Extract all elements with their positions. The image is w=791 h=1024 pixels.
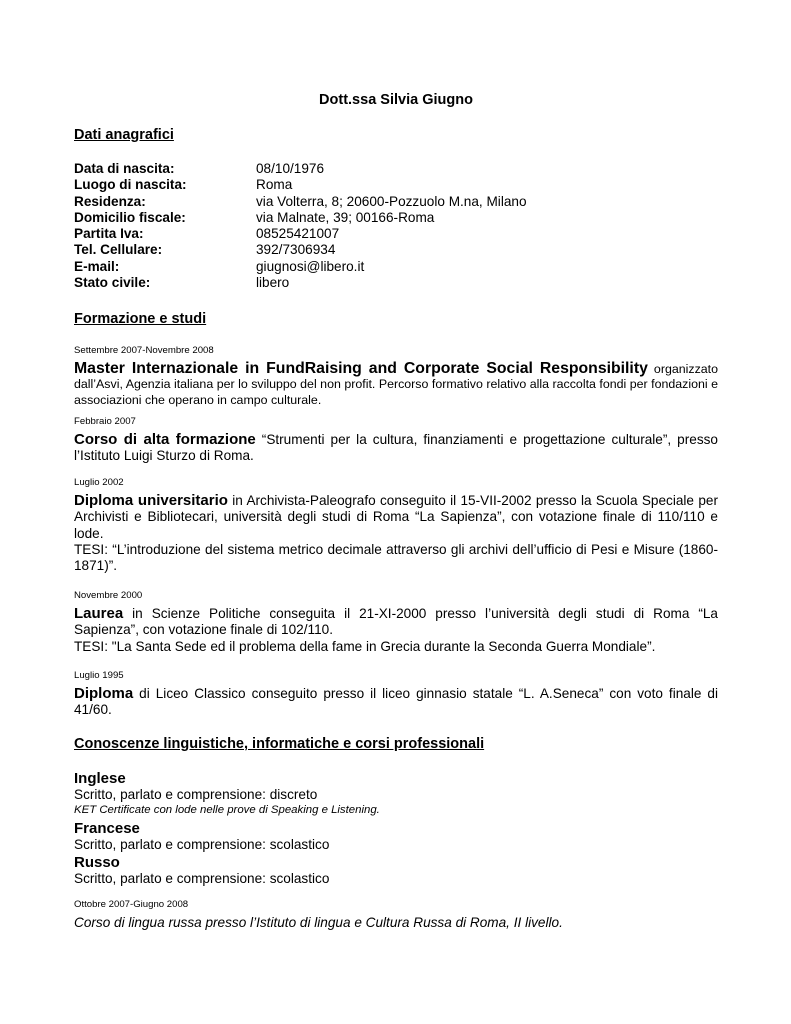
language-name: Russo — [74, 854, 120, 871]
info-value: via Malnate, 39; 00166-Roma — [256, 209, 435, 225]
course-entry-russo — [74, 899, 718, 931]
personal-info-table — [74, 161, 527, 291]
info-row-email — [74, 259, 527, 275]
education-entry-diploma-universitario — [74, 477, 718, 574]
language-level: Scritto, parlato e comprensione: discreto — [74, 787, 318, 802]
section-heading-anagrafici: Dati anagrafici — [74, 127, 174, 143]
entry-text: in Scienze Politiche conseguita il 21-XI-2000 presso l’università degli studi di Roma “La Sapienza”, con votazione finale di 102/110. — [74, 606, 718, 638]
page-title: Dott.ssa Silvia Giugno — [319, 92, 473, 108]
info-value: libero — [256, 275, 290, 291]
entry-date: Luglio 1995 — [74, 670, 124, 681]
info-value: giugnosi@libero.it — [256, 258, 365, 274]
info-row-residence — [74, 194, 527, 210]
info-label: Domicilio fiscale: — [74, 209, 186, 225]
course-text: Corso di lingua russa presso l’Istituto di lingua e Cultura Russa di Roma, II livello. — [74, 915, 563, 930]
info-label: Luogo di nascita: — [74, 177, 187, 193]
entry-text: organizzato — [647, 362, 718, 376]
info-label: Data di nascita: — [74, 161, 175, 176]
info-row-fiscal-domicile — [74, 210, 527, 226]
education-entry-diploma — [74, 670, 718, 719]
info-label: Stato civile: — [74, 275, 151, 291]
info-label: Residenza: — [74, 193, 146, 209]
entry-text: “Strumenti per la cultura, finanziamenti e progettazione culturale”, presso l’Istituto Luigi Sturzo di Roma. — [74, 432, 718, 464]
info-label: Tel. Cellulare: — [74, 242, 163, 258]
entry-date: Ottobre 2007-Giugno 2008 — [74, 899, 189, 910]
entry-date: Novembre 2000 — [74, 590, 143, 601]
entry-title: Corso di alta formazione — [74, 431, 256, 448]
education-entry-master — [74, 345, 718, 408]
language-russo — [74, 854, 718, 887]
entry-text: di Liceo Classico conseguito presso il liceo ginnasio statale “L. A.Seneca” con voto finale di 41/60. — [74, 686, 718, 718]
entry-title: Master Internazionale in FundRaising and Corporate Social Responsibility — [74, 360, 648, 377]
info-label: Partita Iva: — [74, 226, 144, 242]
language-level: Scritto, parlato e comprensione: scolastico — [74, 837, 330, 852]
entry-thesis: TESI: “L’introduzione del sistema metrico decimale attraverso gli archivi dell’ufficio di Pesi e Misure (1860-1871)”. — [74, 541, 718, 574]
info-value: Roma — [256, 177, 293, 193]
info-value: via Volterra, 8; 20600-Pozzuolo M.na, Milano — [256, 193, 527, 209]
language-name: Francese — [74, 820, 140, 837]
entry-description: dall’Asvi, Agenzia italiana per lo sviluppo del non profit. Percorso formativo relativo alla raccolta fondi per fondazioni e associazioni che operano in campo culturale. — [74, 377, 718, 407]
entry-title: Laurea — [74, 605, 124, 622]
section-heading-conoscenze: Conoscenze linguistiche, informatiche e corsi professionali — [74, 736, 485, 752]
info-value: 392/7306934 — [256, 242, 336, 258]
info-row-vat — [74, 226, 527, 242]
entry-date: Settembre 2007-Novembre 2008 — [74, 345, 214, 356]
entry-title: Diploma — [74, 685, 134, 702]
language-francese — [74, 820, 718, 853]
info-value: 08525421007 — [256, 226, 340, 242]
language-inglese — [74, 770, 718, 818]
info-row-marital-status — [74, 275, 527, 291]
language-level: Scritto, parlato e comprensione: scolastico — [74, 871, 330, 886]
info-row-birthdate — [74, 161, 527, 177]
info-label: E-mail: — [74, 258, 120, 274]
section-heading-formazione: Formazione e studi — [74, 311, 207, 327]
language-note: KET Certificate con lode nelle prove di Speaking e Listening. — [74, 804, 380, 817]
entry-date: Luglio 2002 — [74, 477, 124, 488]
entry-date: Febbraio 2007 — [74, 416, 136, 427]
entry-title: Diploma universitario — [74, 492, 228, 509]
education-entry-corso — [74, 416, 718, 465]
language-name: Inglese — [74, 770, 126, 787]
info-value: 08/10/1976 — [256, 161, 325, 176]
info-row-phone — [74, 242, 527, 258]
education-entry-laurea — [74, 590, 718, 655]
entry-text: in Archivista-Paleografo conseguito il 15-VII-2002 presso la Scuola Speciale per Archivisti e Bibliotecari, università degli studi di Roma “La Sapienza”, con votazione finale di 110/110 e lode. — [74, 493, 718, 541]
entry-thesis: TESI: "La Santa Sede ed il problema della fame in Grecia durante la Seconda Guerra Mondiale”. — [74, 638, 656, 654]
info-row-birthplace — [74, 177, 527, 193]
